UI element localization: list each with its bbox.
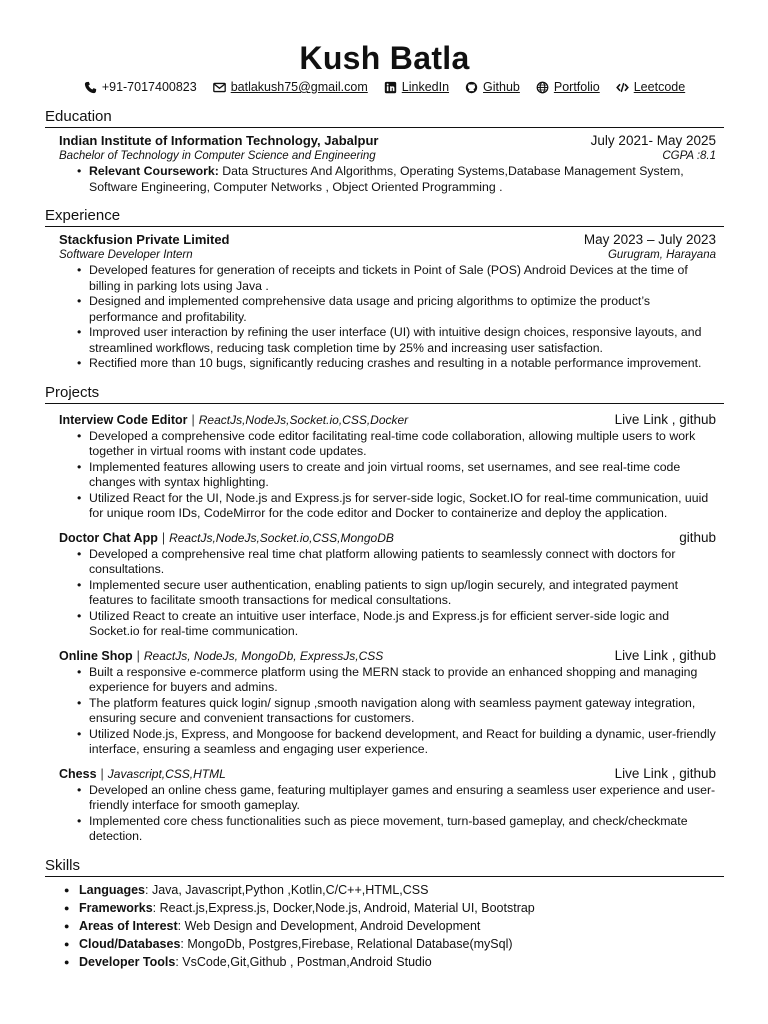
project-bullets [59, 783, 716, 845]
leetcode-contact[interactable] [616, 78, 685, 96]
project-tech: ReactJs, NodeJs, MongoDb, ExpressJs,CSS [143, 648, 384, 663]
project-tech: Javascript,CSS,HTML [107, 766, 226, 781]
email-contact[interactable] [213, 78, 368, 96]
list-item: • Developed a comprehensive real time chat platform allowing patients to seamlessly connect with doctors for consultations. [89, 547, 716, 578]
skill-label: Frameworks [79, 900, 153, 915]
skill-item [79, 953, 724, 971]
list-item: • Developed a comprehensive code editor facilitating real-time code collaboration, allowing multiple users to work together in virtual rooms with instant code updates. [89, 429, 716, 460]
list-item [89, 164, 716, 195]
project-links[interactable]: Live Link , github [614, 411, 716, 427]
leetcode-link[interactable]: Leetcode [633, 80, 686, 94]
experience-entry [45, 231, 724, 372]
project-name: Doctor Chat App [59, 530, 158, 545]
project-title: Interview Code Editor | ReactJs,NodeJs,Socket.io,CSS,Docker [59, 412, 409, 427]
list-item: • Developed features for generation of receipts and tickets in Point of Sale (POS) Android Devices at the time of billing in parking lots using Java . [89, 263, 716, 294]
experience-section [45, 207, 724, 372]
education-dates: July 2021- May 2025 [590, 133, 716, 148]
list-item: • Implemented core chess functionalities such as piece movement, turn-based gameplay, and check/checkmate detection. [89, 814, 716, 845]
coursework-text: Data Structures And Algorithms, Operating Systems,Database Management System, Software Engineering, Computer Networks , Object Oriented Programming . [89, 164, 684, 194]
skills-list [45, 881, 724, 971]
job-location: Gurugram, Harayana [607, 249, 716, 261]
skill-value: : MongoDb, Postgres,Firebase, Relational Database(mySql) [180, 936, 513, 951]
education-section [45, 108, 724, 195]
skill-value: : Java, Javascript,Python ,Kotlin,C/C++,HTML,CSS [145, 882, 429, 897]
project-tech: ReactJs,NodeJs,Socket.io,CSS,MongoDB [169, 530, 394, 545]
skill-item [79, 899, 724, 917]
skills-section [45, 857, 724, 971]
project-links[interactable]: Live Link , github [614, 765, 716, 781]
gpa: CGPA :8.1 [662, 150, 716, 162]
list-item: • Utilized React for the UI, Node.js and Express.js for server-side logic, Socket.IO for real-time communication, uuid for unique room IDs, CodeMirror for the code editor and Docker to containerize and deploy the application. [89, 491, 716, 522]
education-heading: Education [45, 108, 724, 128]
project-entry [45, 411, 724, 522]
coursework-list [59, 164, 716, 195]
project-bullets [59, 547, 716, 640]
portfolio-link[interactable]: Portfolio [553, 80, 600, 94]
list-item: • The platform features quick login/ signup ,smooth navigation along with seamless payment gateway integration, ensuring secure and convenient transactions for customers. [89, 696, 716, 727]
skill-label: Areas of Interest [79, 918, 178, 933]
linkedin-icon [384, 81, 397, 94]
experience-bullets [59, 263, 716, 372]
skill-item [79, 881, 724, 899]
project-title: Doctor Chat App | ReactJs,NodeJs,Socket.io,CSS,MongoDB [59, 530, 394, 545]
list-item: • Utilized Node.js, Express, and Mongoose for backend development, and React for building a dynamic, user-friendly interface, ensuring a seamless and engaging user experience. [89, 727, 716, 758]
project-links[interactable]: Live Link , github [614, 647, 716, 663]
project-entry [45, 647, 724, 758]
project-entry [45, 765, 724, 845]
list-item: • Implemented secure user authentication, enabling patients to sign up/login securely, and integrated payment features to facilitate smooth transactions for medical consultations. [89, 578, 716, 609]
list-item: • Improved user interaction by refining the user interface (UI) with intuitive design choices, responsive layouts, and streamlined workflows, reducing task completion time by 25% and increasing user satisfaction. [89, 325, 716, 356]
education-entry [45, 132, 724, 195]
linkedin-link[interactable]: LinkedIn [401, 80, 450, 94]
skill-label: Cloud/Databases [79, 936, 181, 951]
experience-heading: Experience [45, 207, 724, 227]
phone-icon [84, 81, 97, 94]
experience-dates: May 2023 – July 2023 [583, 232, 716, 247]
contact-bar [45, 78, 724, 96]
skill-label: Languages [79, 882, 145, 897]
list-item: • Rectified more than 10 bugs, significantly reducing crashes and resulting in a notable performance improvement. [89, 356, 716, 372]
skill-value: : React.js,Express.js, Docker,Node.js, Android, Material UI, Bootstrap [152, 900, 535, 915]
linkedin-contact[interactable] [384, 78, 449, 96]
skill-item [79, 917, 724, 935]
project-links[interactable]: github [679, 529, 716, 545]
company-name: Stackfusion Private Limited [59, 232, 230, 247]
portfolio-contact[interactable] [536, 78, 600, 96]
job-role: Software Developer Intern [59, 249, 193, 261]
list-item: • Utilized React to create an intuitive user interface, Node.js and Express.js for efficient server-side logic and Socket.io for real-time communication. [89, 609, 716, 640]
candidate-name: Kush Batla [299, 40, 470, 76]
project-entry [45, 529, 724, 640]
list-item: • Developed an online chess game, featuring multiplayer games and ensuring a seamless user experience and user-friendly interface for smooth gameplay. [89, 783, 716, 814]
degree: Bachelor of Technology in Computer Science and Engineering [59, 150, 376, 162]
project-title: Online Shop | ReactJs, NodeJs, MongoDb, ExpressJs,CSS [59, 648, 384, 663]
skill-item [79, 935, 724, 953]
email-link[interactable]: batlakush75@gmail.com [230, 80, 368, 94]
github-contact[interactable] [465, 78, 520, 96]
list-item: • Built a responsive e-commerce platform using the MERN stack to provide an enhanced shopping and managing experience for buyers and admins. [89, 665, 716, 696]
list-item: • Implemented features allowing users to create and join virtual rooms, set usernames, and see real-time code changes with syntax highlighting. [89, 460, 716, 491]
skill-value: : VsCode,Git,Github , Postman,Android Studio [175, 954, 432, 969]
code-icon [616, 81, 629, 94]
skill-label: Developer Tools [79, 954, 176, 969]
skills-heading: Skills [45, 857, 724, 877]
project-name: Online Shop [59, 648, 133, 663]
project-bullets [59, 429, 716, 522]
skill-value: : Web Design and Development, Android Development [177, 918, 481, 933]
coursework-label: Relevant Coursework: [89, 164, 219, 178]
phone-text: +91-7017400823 [101, 80, 197, 94]
globe-icon [536, 81, 549, 94]
github-icon [465, 81, 478, 94]
projects-heading: Projects [45, 384, 724, 404]
github-link[interactable]: Github [483, 80, 520, 94]
envelope-icon [213, 81, 226, 94]
list-item: • Designed and implemented comprehensive data usage and pricing algorithms to optimize the product’s performance and profitability. [89, 294, 716, 325]
projects-section [45, 384, 724, 845]
school-name: Indian Institute of Information Technology, Jabalpur [59, 133, 379, 148]
project-name: Interview Code Editor [59, 412, 188, 427]
project-name: Chess [59, 766, 97, 781]
project-tech: ReactJs,NodeJs,Socket.io,CSS,Docker [198, 412, 409, 427]
phone-contact [84, 78, 197, 96]
project-title: Chess | Javascript,CSS,HTML [59, 766, 226, 781]
project-bullets [59, 665, 716, 758]
